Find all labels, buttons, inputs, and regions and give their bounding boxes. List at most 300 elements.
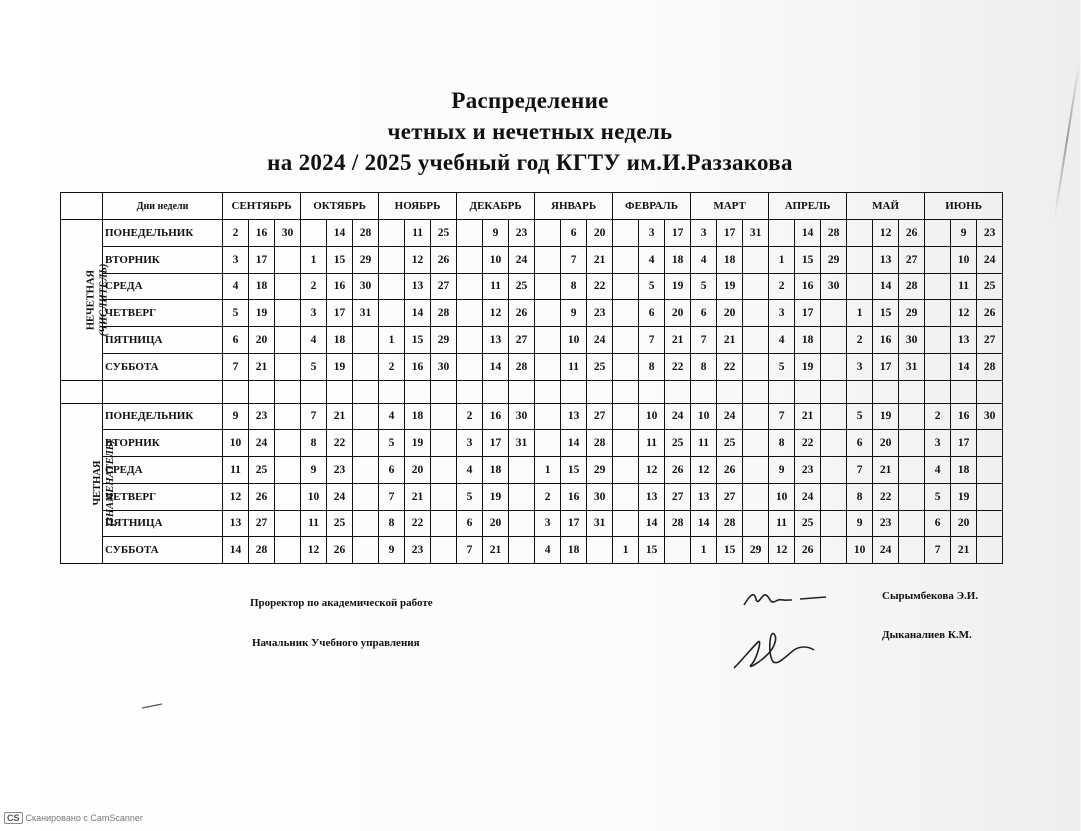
date-cell: 20	[405, 457, 431, 484]
date-cell	[535, 273, 561, 300]
date-cell: 1	[379, 327, 405, 354]
date-cell: 25	[249, 457, 275, 484]
date-cell: 12	[301, 537, 327, 564]
date-cell: 22	[587, 273, 613, 300]
header-month: НОЯБРЬ	[379, 193, 457, 220]
date-cell: 25	[587, 353, 613, 380]
date-cell: 6	[223, 327, 249, 354]
date-cell: 12	[405, 246, 431, 273]
date-cell: 12	[483, 300, 509, 327]
date-cell	[431, 537, 457, 564]
date-cell: 11	[301, 510, 327, 537]
date-cell	[743, 430, 769, 457]
date-cell: 15	[717, 537, 743, 564]
date-cell: 18	[561, 537, 587, 564]
date-cell: 15	[561, 457, 587, 484]
date-cell: 26	[665, 457, 691, 484]
date-cell: 20	[249, 327, 275, 354]
date-cell: 15	[639, 537, 665, 564]
date-cell: 11	[561, 353, 587, 380]
date-cell	[925, 220, 951, 247]
date-cell: 2	[925, 403, 951, 430]
date-cell	[977, 457, 1003, 484]
date-cell: 21	[665, 327, 691, 354]
date-cell: 1	[691, 537, 717, 564]
date-cell: 20	[717, 300, 743, 327]
date-cell	[925, 300, 951, 327]
date-cell: 3	[925, 430, 951, 457]
date-cell: 27	[431, 273, 457, 300]
date-cell: 13	[951, 327, 977, 354]
date-cell: 4	[639, 246, 665, 273]
date-cell: 23	[873, 510, 899, 537]
date-cell: 8	[301, 430, 327, 457]
date-cell	[275, 457, 301, 484]
date-cell: 30	[509, 403, 535, 430]
date-cell: 28	[665, 510, 691, 537]
date-cell: 26	[327, 537, 353, 564]
date-cell: 2	[847, 327, 873, 354]
date-cell	[457, 246, 483, 273]
date-cell	[457, 353, 483, 380]
date-cell: 31	[509, 430, 535, 457]
date-cell: 10	[769, 483, 795, 510]
date-cell: 28	[353, 220, 379, 247]
empty-cell	[509, 380, 535, 403]
date-cell: 28	[717, 510, 743, 537]
table-row	[61, 537, 1003, 564]
date-cell: 7	[561, 246, 587, 273]
date-cell: 17	[951, 430, 977, 457]
date-cell: 2	[457, 403, 483, 430]
camscanner-logo-icon: CS	[4, 812, 23, 824]
date-cell	[431, 430, 457, 457]
date-cell: 3	[301, 300, 327, 327]
date-cell: 12	[639, 457, 665, 484]
date-cell: 16	[327, 273, 353, 300]
date-cell: 9	[483, 220, 509, 247]
date-cell: 31	[899, 353, 925, 380]
date-cell	[457, 327, 483, 354]
date-cell: 18	[405, 403, 431, 430]
date-cell: 16	[795, 273, 821, 300]
date-cell: 20	[873, 430, 899, 457]
date-cell: 14	[561, 430, 587, 457]
date-cell	[613, 327, 639, 354]
table-row	[61, 273, 1003, 300]
date-cell: 12	[769, 537, 795, 564]
date-cell: 16	[405, 353, 431, 380]
date-cell	[743, 327, 769, 354]
date-cell	[613, 220, 639, 247]
date-cell	[821, 430, 847, 457]
date-cell: 3	[769, 300, 795, 327]
date-cell: 3	[223, 246, 249, 273]
date-cell: 29	[743, 537, 769, 564]
empty-cell	[847, 380, 873, 403]
empty-cell	[587, 380, 613, 403]
date-cell: 24	[717, 403, 743, 430]
signature-position-prorector: Проректор по академической работе	[250, 597, 433, 609]
date-cell: 18	[717, 246, 743, 273]
signature-position-head: Начальник Учебного управления	[252, 637, 420, 649]
day-name-cell: ПОНЕДЕЛЬНИК	[103, 403, 223, 430]
date-cell: 6	[925, 510, 951, 537]
header-days-of-week: Дни недели	[103, 193, 223, 220]
day-name-cell: СУББОТА	[103, 353, 223, 380]
date-cell	[613, 246, 639, 273]
date-cell: 4	[379, 403, 405, 430]
date-cell: 22	[327, 430, 353, 457]
date-cell	[353, 510, 379, 537]
date-cell	[899, 537, 925, 564]
empty-cell	[925, 380, 951, 403]
date-cell: 23	[405, 537, 431, 564]
empty-cell	[483, 380, 509, 403]
day-name-cell: СУББОТА	[103, 537, 223, 564]
header-month: МАРТ	[691, 193, 769, 220]
date-cell: 24	[249, 430, 275, 457]
date-cell: 11	[483, 273, 509, 300]
date-cell: 27	[587, 403, 613, 430]
empty-cell	[665, 380, 691, 403]
day-name-cell: СРЕДА	[103, 273, 223, 300]
date-cell: 28	[249, 537, 275, 564]
date-cell: 5	[301, 353, 327, 380]
date-cell: 27	[249, 510, 275, 537]
date-cell: 26	[899, 220, 925, 247]
date-cell: 8	[769, 430, 795, 457]
date-cell: 27	[899, 246, 925, 273]
empty-cell	[795, 380, 821, 403]
date-cell: 12	[223, 483, 249, 510]
empty-cell	[691, 380, 717, 403]
date-cell: 16	[483, 403, 509, 430]
date-cell: 17	[665, 220, 691, 247]
date-cell: 30	[431, 353, 457, 380]
date-cell: 2	[223, 220, 249, 247]
date-cell: 25	[717, 430, 743, 457]
date-cell: 21	[405, 483, 431, 510]
date-cell: 29	[899, 300, 925, 327]
date-cell: 2	[769, 273, 795, 300]
date-cell	[821, 510, 847, 537]
date-cell: 28	[587, 430, 613, 457]
date-cell: 15	[795, 246, 821, 273]
date-cell	[821, 403, 847, 430]
date-cell: 18	[249, 273, 275, 300]
camscanner-watermark	[4, 812, 143, 824]
date-cell: 11	[223, 457, 249, 484]
date-cell: 14	[691, 510, 717, 537]
date-cell: 26	[509, 300, 535, 327]
empty-cell	[457, 380, 483, 403]
date-cell: 6	[457, 510, 483, 537]
date-cell: 7	[847, 457, 873, 484]
date-cell: 29	[431, 327, 457, 354]
date-cell	[977, 537, 1003, 564]
date-cell: 15	[327, 246, 353, 273]
date-cell: 10	[223, 430, 249, 457]
date-cell: 7	[925, 537, 951, 564]
date-cell: 7	[457, 537, 483, 564]
date-cell: 24	[873, 537, 899, 564]
date-cell	[275, 403, 301, 430]
date-cell: 6	[379, 457, 405, 484]
date-cell: 5	[847, 403, 873, 430]
date-cell: 21	[327, 403, 353, 430]
empty-cell	[103, 380, 223, 403]
date-cell	[743, 273, 769, 300]
date-cell: 17	[873, 353, 899, 380]
date-cell: 9	[301, 457, 327, 484]
date-cell: 3	[639, 220, 665, 247]
date-cell: 21	[587, 246, 613, 273]
date-cell	[353, 353, 379, 380]
empty-cell	[327, 380, 353, 403]
date-cell: 1	[535, 457, 561, 484]
date-cell: 4	[301, 327, 327, 354]
date-cell: 1	[301, 246, 327, 273]
date-cell: 29	[353, 246, 379, 273]
date-cell: 8	[561, 273, 587, 300]
empty-cell	[223, 380, 249, 403]
empty-cell	[431, 380, 457, 403]
empty-cell	[873, 380, 899, 403]
date-cell: 28	[821, 220, 847, 247]
document-title-line3: на 2024 / 2025 учебный год КГТУ им.И.Раззакова	[267, 150, 793, 175]
date-cell	[509, 510, 535, 537]
date-cell: 28	[977, 353, 1003, 380]
date-cell	[821, 300, 847, 327]
date-cell: 17	[717, 220, 743, 247]
empty-cell	[275, 380, 301, 403]
empty-cell	[769, 380, 795, 403]
empty-cell	[301, 380, 327, 403]
date-cell: 10	[561, 327, 587, 354]
date-cell: 11	[639, 430, 665, 457]
date-cell	[613, 430, 639, 457]
date-cell: 20	[483, 510, 509, 537]
date-cell	[275, 300, 301, 327]
date-cell: 5	[691, 273, 717, 300]
date-cell: 23	[327, 457, 353, 484]
date-cell: 1	[769, 246, 795, 273]
date-cell: 9	[769, 457, 795, 484]
day-name-cell: ВТОРНИК	[103, 430, 223, 457]
pen-mark	[140, 700, 170, 712]
date-cell: 29	[821, 246, 847, 273]
date-cell: 25	[431, 220, 457, 247]
date-cell	[743, 457, 769, 484]
date-cell: 19	[951, 483, 977, 510]
date-cell	[275, 327, 301, 354]
date-cell: 31	[353, 300, 379, 327]
date-cell: 27	[717, 483, 743, 510]
date-cell: 17	[327, 300, 353, 327]
table-header-row	[61, 193, 1003, 220]
date-cell: 21	[483, 537, 509, 564]
date-cell	[821, 353, 847, 380]
header-month: ЯНВАРЬ	[535, 193, 613, 220]
date-cell: 4	[769, 327, 795, 354]
date-cell: 13	[873, 246, 899, 273]
day-name-cell: ПЯТНИЦА	[103, 510, 223, 537]
date-cell: 14	[405, 300, 431, 327]
empty-cell	[379, 380, 405, 403]
table-row	[61, 300, 1003, 327]
date-cell: 19	[795, 353, 821, 380]
empty-cell	[561, 380, 587, 403]
date-cell	[613, 403, 639, 430]
date-cell: 19	[665, 273, 691, 300]
date-cell	[743, 403, 769, 430]
document-title-line2: четных и нечетных недель	[387, 119, 673, 144]
date-cell: 31	[743, 220, 769, 247]
empty-cell	[61, 380, 103, 403]
date-cell: 30	[821, 273, 847, 300]
date-cell: 5	[769, 353, 795, 380]
date-cell: 28	[509, 353, 535, 380]
date-cell	[925, 353, 951, 380]
date-cell: 17	[249, 246, 275, 273]
date-cell: 16	[561, 483, 587, 510]
date-cell	[535, 403, 561, 430]
date-cell: 13	[691, 483, 717, 510]
empty-cell	[639, 380, 665, 403]
day-name-cell: ЧЕТВЕРГ	[103, 483, 223, 510]
date-cell: 24	[327, 483, 353, 510]
empty-cell	[899, 380, 925, 403]
date-cell	[613, 353, 639, 380]
table-row	[61, 353, 1003, 380]
date-cell	[743, 246, 769, 273]
date-cell	[275, 353, 301, 380]
date-cell: 27	[977, 327, 1003, 354]
date-cell: 1	[613, 537, 639, 564]
group-separator-row	[61, 380, 1003, 403]
date-cell: 19	[717, 273, 743, 300]
date-cell: 5	[379, 430, 405, 457]
date-cell: 22	[795, 430, 821, 457]
date-cell	[353, 457, 379, 484]
date-cell: 25	[665, 430, 691, 457]
date-cell: 16	[873, 327, 899, 354]
date-cell	[535, 327, 561, 354]
header-month: ДЕКАБРЬ	[457, 193, 535, 220]
date-cell	[743, 510, 769, 537]
date-cell: 6	[691, 300, 717, 327]
date-cell: 17	[561, 510, 587, 537]
empty-cell	[743, 380, 769, 403]
date-cell: 14	[795, 220, 821, 247]
date-cell: 2	[535, 483, 561, 510]
header-corner-cell	[61, 193, 103, 220]
header-month: ОКТЯБРЬ	[301, 193, 379, 220]
date-cell: 17	[795, 300, 821, 327]
date-cell	[743, 300, 769, 327]
empty-cell	[717, 380, 743, 403]
empty-cell	[249, 380, 275, 403]
header-month: ФЕВРАЛЬ	[613, 193, 691, 220]
date-cell	[353, 537, 379, 564]
date-cell	[353, 430, 379, 457]
date-cell: 5	[223, 300, 249, 327]
date-cell: 19	[327, 353, 353, 380]
date-cell: 12	[951, 300, 977, 327]
week-group-label	[61, 403, 116, 564]
date-cell	[613, 510, 639, 537]
date-cell: 17	[483, 430, 509, 457]
date-cell: 15	[873, 300, 899, 327]
signature-name-2: Дыканалиев К.М.	[882, 629, 972, 641]
date-cell	[275, 537, 301, 564]
date-cell	[431, 483, 457, 510]
date-cell	[821, 327, 847, 354]
day-name-cell: ЧЕТВЕРГ	[103, 300, 223, 327]
week-group-title: ЧЕТНАЯ	[91, 460, 103, 506]
date-cell: 24	[795, 483, 821, 510]
date-cell: 2	[301, 273, 327, 300]
date-cell: 2	[379, 353, 405, 380]
date-cell: 10	[639, 403, 665, 430]
date-cell	[379, 220, 405, 247]
date-cell: 26	[249, 483, 275, 510]
date-cell: 27	[509, 327, 535, 354]
date-cell: 7	[769, 403, 795, 430]
document-title-line1: Распределение	[451, 88, 609, 113]
date-cell	[301, 220, 327, 247]
date-cell: 30	[899, 327, 925, 354]
date-cell: 9	[847, 510, 873, 537]
date-cell: 10	[483, 246, 509, 273]
date-cell	[899, 457, 925, 484]
date-cell: 14	[223, 537, 249, 564]
date-cell	[769, 220, 795, 247]
date-cell	[509, 457, 535, 484]
date-cell	[613, 273, 639, 300]
date-cell: 4	[535, 537, 561, 564]
date-cell: 26	[977, 300, 1003, 327]
date-cell	[431, 510, 457, 537]
date-cell: 5	[457, 483, 483, 510]
date-cell: 23	[509, 220, 535, 247]
date-cell	[743, 483, 769, 510]
date-cell: 10	[691, 403, 717, 430]
date-cell: 13	[223, 510, 249, 537]
date-cell: 23	[249, 403, 275, 430]
date-cell: 11	[691, 430, 717, 457]
date-cell	[743, 353, 769, 380]
date-cell: 18	[951, 457, 977, 484]
date-cell: 8	[639, 353, 665, 380]
date-cell: 6	[561, 220, 587, 247]
date-cell	[535, 353, 561, 380]
date-cell: 24	[665, 403, 691, 430]
date-cell: 21	[717, 327, 743, 354]
table-row	[61, 457, 1003, 484]
date-cell: 18	[795, 327, 821, 354]
date-cell	[925, 273, 951, 300]
date-cell: 14	[873, 273, 899, 300]
date-cell: 22	[873, 483, 899, 510]
date-cell: 18	[327, 327, 353, 354]
date-cell	[379, 300, 405, 327]
date-cell	[899, 483, 925, 510]
date-cell	[431, 403, 457, 430]
date-cell	[275, 246, 301, 273]
date-cell	[431, 457, 457, 484]
